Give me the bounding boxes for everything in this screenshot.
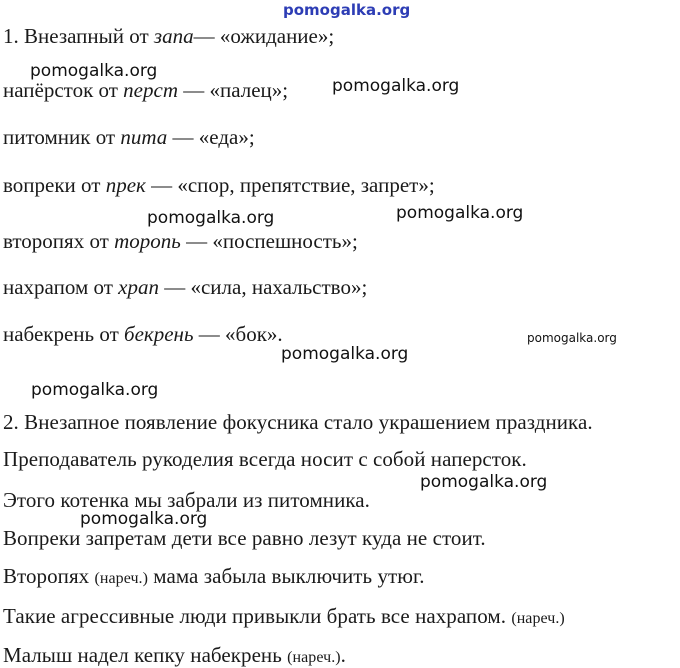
sentence-line-2 [3, 449, 527, 470]
etymology-line-5 [3, 231, 358, 252]
sentence-text: Этого котенка мы забрали из питомника. [3, 488, 370, 512]
etymology-line-6 [3, 277, 367, 298]
sentence-line-5 [3, 566, 425, 587]
etymology-meaning: — «еда»; [167, 125, 255, 149]
sentence-text: Малыш надел кепку набекрень [3, 643, 288, 667]
watermark: pomogalka.org [30, 61, 158, 81]
etymology-meaning: — «палец»; [177, 78, 289, 102]
etymology-meaning: — «сила, нахальство»; [158, 275, 368, 299]
etymology-root: запа [153, 24, 194, 48]
watermark: pomogalka.org [527, 331, 617, 345]
sentence-text: 2. Внезапное появление фокусника стало украшением праздника. [3, 410, 593, 434]
etymology-line-7 [3, 324, 283, 345]
etymology-meaning: — «бок». [193, 322, 283, 346]
etymology-word: питомник от [3, 125, 121, 149]
sentence-line-7 [3, 645, 346, 666]
sentence-text: Вопреки запретам дети все равно лезут куда не стоит. [3, 526, 486, 550]
watermark: pomogalka.org [147, 208, 275, 228]
etymology-word: вопреки от [3, 173, 106, 197]
etymology-word: набекрень от [3, 322, 125, 346]
etymology-meaning: — «поспешность»; [180, 229, 358, 253]
etymology-meaning: — «ожидание»; [193, 24, 335, 48]
sentence-line-4 [3, 528, 486, 549]
watermark: pomogalka.org [281, 344, 409, 364]
etymology-root: пита [120, 125, 168, 149]
watermark: pomogalka.org [332, 76, 460, 96]
sentence-text: . [340, 643, 346, 667]
watermark: pomogalka.org [396, 203, 524, 223]
sentence-text: Такие агрессивные люди привыкли брать все нахрапом. [3, 604, 512, 628]
etymology-root: бекрень [124, 322, 194, 346]
etymology-word: нахрапом от [3, 275, 119, 299]
sentence-line-6 [3, 606, 565, 627]
etymology-word: 1. Внезапный от [3, 24, 154, 48]
part-of-speech-note: (нареч.) [287, 649, 341, 666]
etymology-word: второпях от [3, 229, 115, 253]
watermark: pomogalka.org [80, 509, 208, 529]
etymology-meaning: — «спор, препятствие, запрет»; [145, 173, 435, 197]
watermark: pomogalka.org [31, 380, 159, 400]
etymology-root: храп [118, 275, 159, 299]
etymology-line-3 [3, 127, 255, 148]
watermark: pomogalka.org [420, 472, 548, 492]
etymology-line-1 [3, 26, 334, 47]
etymology-word: напёрсток от [3, 78, 124, 102]
sentence-line-3 [3, 490, 370, 511]
etymology-root: торопь [114, 229, 181, 253]
etymology-line-2 [3, 80, 288, 101]
sentence-line-1 [3, 412, 593, 433]
etymology-line-4 [3, 175, 435, 196]
sentence-text: Второпях [3, 564, 95, 588]
etymology-root: прек [105, 173, 146, 197]
part-of-speech-note: (нареч.) [511, 610, 565, 627]
part-of-speech-note: (нареч.) [94, 570, 148, 587]
sentence-text: Преподаватель рукоделия всегда носит с собой наперсток. [3, 447, 527, 471]
etymology-root: перст [123, 78, 178, 102]
watermark: pomogalka.org [283, 1, 411, 19]
sentence-text: мама забыла выключить утюг. [148, 564, 425, 588]
